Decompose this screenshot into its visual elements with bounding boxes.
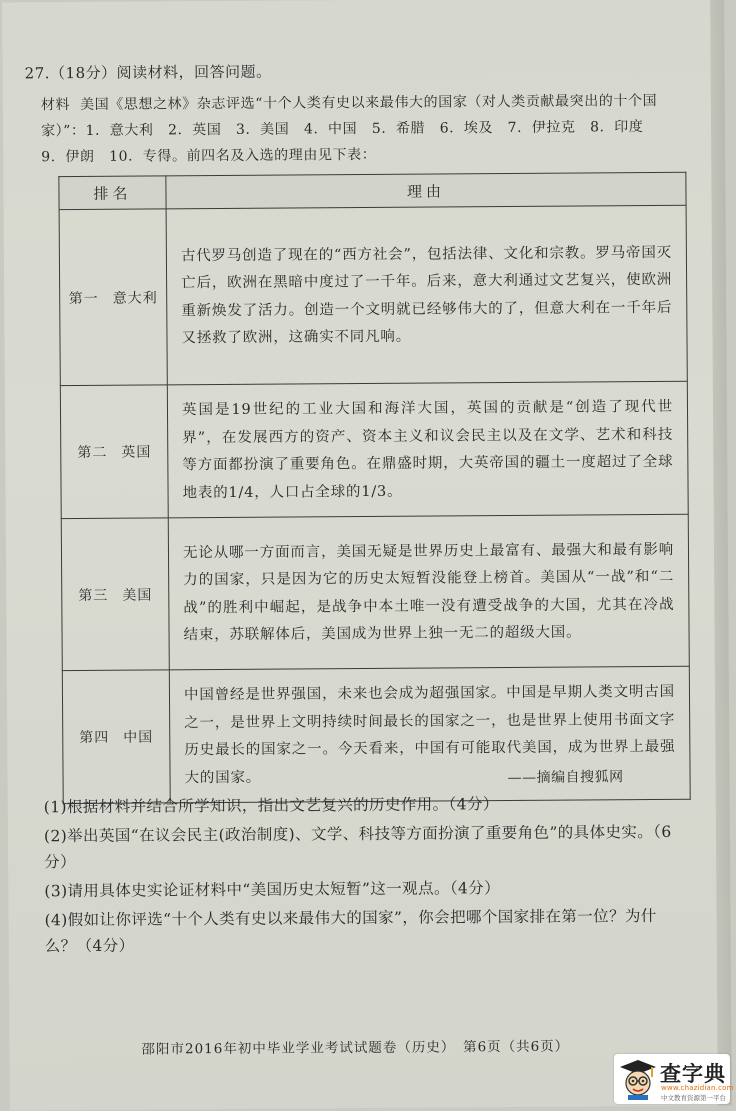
sub-question-2: (2)举出英国“在议会民主(政治制度)、文学、科技等方面扮演了重要角色”的具体史实。（6分） [43, 822, 672, 872]
sub-question-4: (4)假如让你评选“十个人类有史以来最伟大的国家”，你会把哪个国家排在第一位？为什么？（4分） [44, 906, 657, 956]
table-header-row [59, 172, 686, 209]
sub-question-1: (1)根据材料并结合所学知识，指出文艺复兴的历史作用。（4分） [43, 795, 499, 817]
rank-number: 第三 [78, 587, 109, 604]
rank-number: 第四 [79, 729, 110, 747]
table-row [61, 514, 689, 670]
rank-country: 中国 [123, 729, 154, 746]
question-number: 27. [24, 64, 51, 83]
sub-questions [44, 790, 685, 962]
header-rank: 排名 [59, 176, 166, 210]
page-footer: 邵阳市2016年初中毕业学业考试试题卷（历史） 第6页（共6页） [141, 1038, 570, 1058]
mascot-icon [618, 1058, 658, 1100]
rank-cell [60, 385, 168, 519]
rank-number: 第二 [77, 444, 108, 462]
watermark-logo [614, 1054, 734, 1104]
rank-cell [59, 209, 167, 386]
question-score: （18分） [49, 63, 117, 83]
sub-question-3: (3)请用具体史实论证材料中“美国历史太短暂”这一观点。（4分） [44, 879, 501, 901]
rank-country: 英国 [121, 444, 152, 461]
rank-number: 第一 [68, 290, 99, 307]
table-row [60, 381, 688, 518]
rank-country: 美国 [122, 587, 153, 604]
watermark-slogan: 中文教育资源第一平台 [661, 1094, 726, 1102]
watermark-url: www.chazidian.com [661, 1084, 734, 1092]
reason-cell: 无论从哪一方面而言，美国无疑是世界历史上最富有、最强大和最有影响力的国家，只是因为它的历史太短暂没能登上榜首。美国从“一战”和“二战”的胜利中崛起，是战争中本土唯一没有遭受战争的大国，尤其在冷战结束，苏联解体后，美国成为世界上独一无二的超级大国。 [168, 514, 689, 670]
material-paragraph [41, 88, 682, 170]
exam-paper [2, 0, 732, 1111]
table-row [59, 205, 687, 385]
watermark-name: 查字典 [660, 1062, 726, 1086]
rank-cell [62, 670, 170, 804]
rank-country: 意大利 [112, 289, 158, 307]
reason-cell: 中国曾经是世界强国，未来也会成为超强国家。中国是早期人类文明古国之一，是世界上文明持续时间最长的国家之一，也是世界上使用书面文字历史最长的国家之一。今天看来，中国有可能取代美国，成为世界上最强大的国家。 [169, 666, 690, 803]
reason-cell: 古代罗马创造了现在的“西方社会”，包括法律、文化和宗教。罗马帝国灭亡后，欧洲在黑暗中度过了一千年。后来，意大利通过文艺复兴，使欧洲重新焕发了活力。创造一个文明就已经够伟大的了，但意大利在一千年后又拯救了欧洲，这确实不同凡响。 [166, 205, 687, 385]
material-label: 材料 [40, 97, 71, 114]
question-heading [25, 61, 272, 84]
rank-cell [61, 518, 169, 671]
header-reason: 理由 [166, 172, 686, 209]
reason-cell: 英国是19世纪的工业大国和海洋大国，英国的贡献是“创造了现代世界”，在发展西方的资产、资本主义和议会民主以及在文学、艺术和科技等方面都扮演了重要角色。在鼎盛时期，大英帝国的疆土一度超过了全球地表的1/4，人口占全球的1/3。 [167, 381, 688, 518]
source-citation: ——摘编自搜狐网 [507, 769, 624, 787]
ranking-table [58, 172, 690, 804]
material-text: 美国《思想之林》杂志评选“十个人类有史以来最伟大的国家（对人类贡献最突出的十个国家）”：1．意大利 2．英国 3．美国 4．中国 5．希腊 6．埃及 7．伊拉克 8．印度 9．伊朗 10．专得。前四名及入选的理由见下表： [40, 92, 659, 166]
question-instruction: 阅读材料，回答问题。 [116, 62, 272, 82]
paper-edge-shadow [710, 0, 732, 1106]
